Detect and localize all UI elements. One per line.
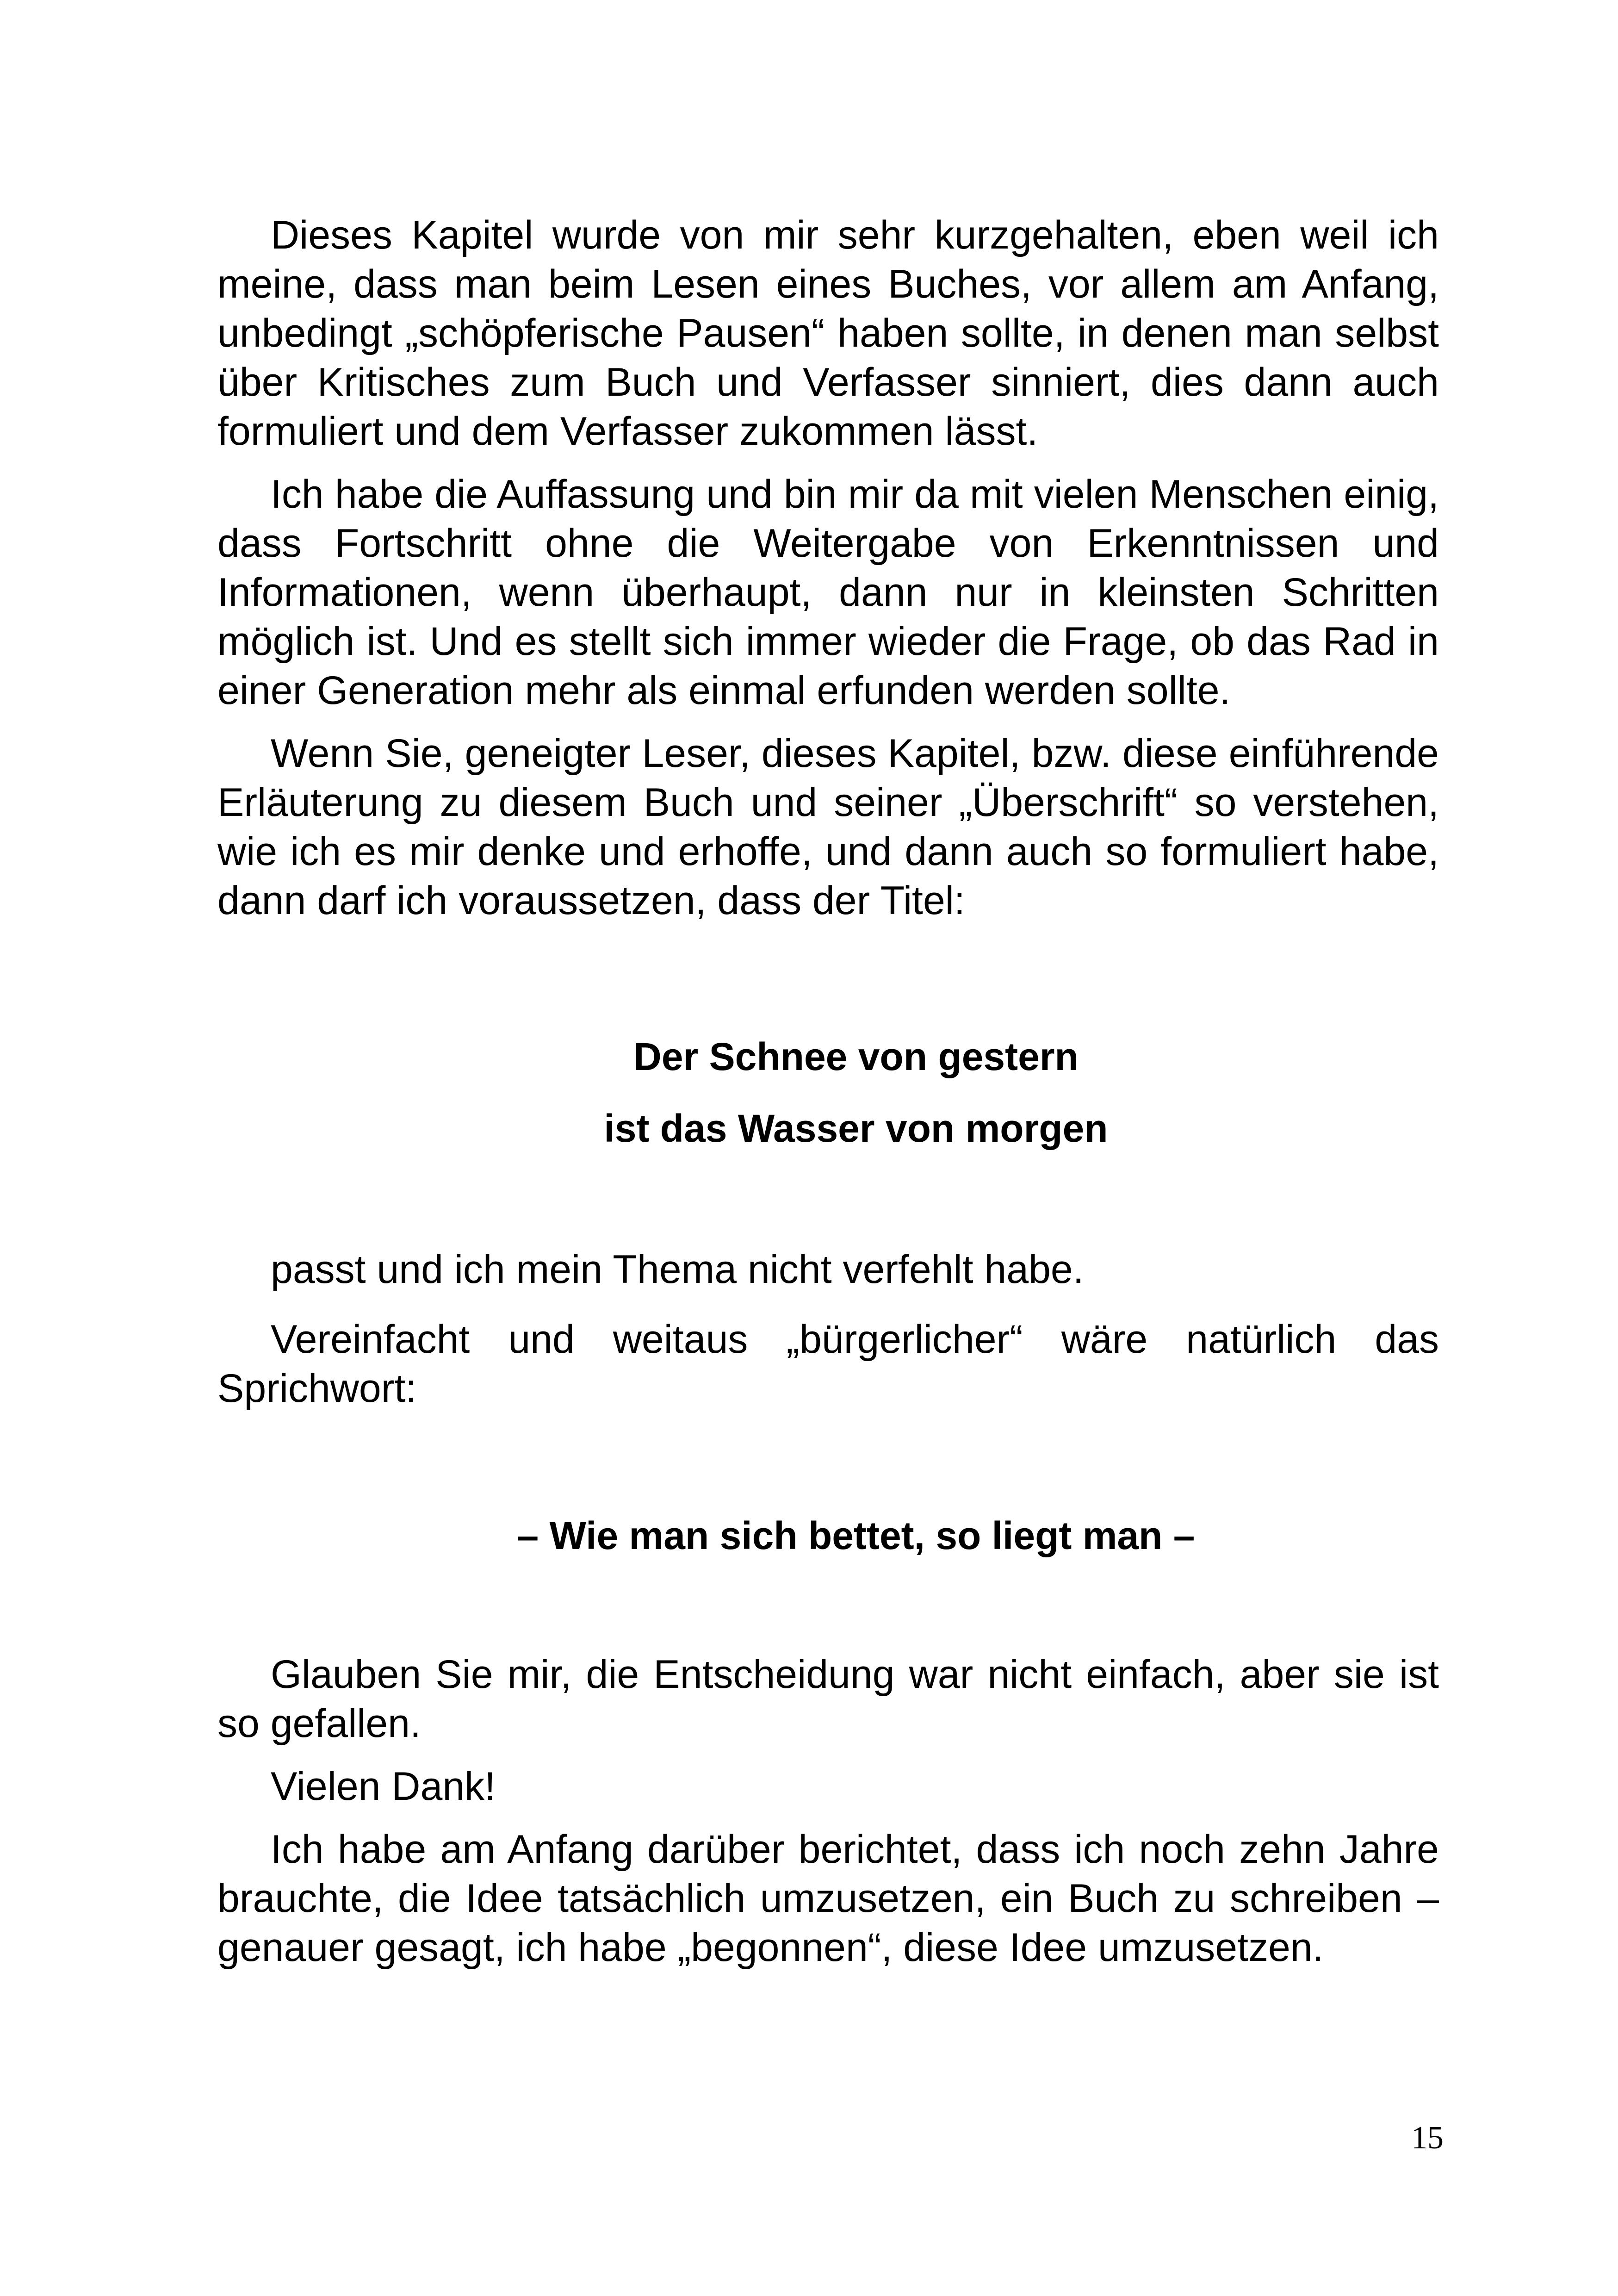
text-block-top: [217, 211, 1439, 925]
text-block-middle: [217, 1245, 1439, 1413]
paragraph-decision: Glauben Sie mir, die Entscheidung war nicht einfach, aber sie ist so gefallen.: [217, 1652, 1439, 1746]
text-block-bottom: [217, 1650, 1439, 1972]
paragraph-thanks: Vielen Dank!: [271, 1764, 496, 1809]
paragraph-reader-address: Wenn Sie, geneigter Leser, dieses Kapitel, bzw. diese einführende Erläuterung zu diesem Buch und seiner „Überschrift“ so verstehen, wie ich es mir denke und erhoffe, und dann auch so formuliert habe, dann darf ich voraussetzen, dass der Titel:: [217, 731, 1439, 923]
paragraph-theme-fits: passt und ich mein Thema nicht verfehlt habe.: [271, 1247, 1084, 1292]
proverb: – Wie man sich bettet, so liegt man –: [517, 1514, 1195, 1557]
paragraph-chapter-note: Dieses Kapitel wurde von mir sehr kurzgehalten, eben weil ich meine, dass man beim Lesen eines Buches, vor allem am Anfang, unbedingt „schöpferische Pausen“ haben sollte, in denen man selbst über Kritisches zum Buch und Verfasser sinniert, dies dann auch formuliert und dem Verfasser zukommen lässt.: [217, 213, 1439, 454]
paragraph-proverb-intro: Vereinfacht und weitaus „bürgerlicher“ wäre natürlich das Sprichwort:: [217, 1317, 1439, 1411]
book-title-line-2: ist das Wasser von morgen: [604, 1107, 1108, 1150]
paragraph-ten-years: Ich habe am Anfang darüber berichtet, dass ich noch zehn Jahre brauchte, die Idee tatsächlich umzusetzen, ein Buch zu schreiben – genauer gesagt, ich habe „begonnen“, diese Idee umzusetzen.: [217, 1827, 1439, 1970]
paragraph-progress-thoughts: Ich habe die Auffassung und bin mir da mit vielen Menschen einig, dass Fortschritt ohne die Weitergabe von Erkenntnissen und Informationen, wenn überhaupt, dann nur in kleinsten Schritten möglich ist. Und es stellt sich immer wieder die Frage, ob das Rad in einer Generation mehr als einmal erfunden werden sollte.: [217, 472, 1439, 713]
book-title-line-1: Der Schnee von gestern: [633, 1035, 1079, 1078]
page-number: 15: [1411, 2120, 1444, 2156]
